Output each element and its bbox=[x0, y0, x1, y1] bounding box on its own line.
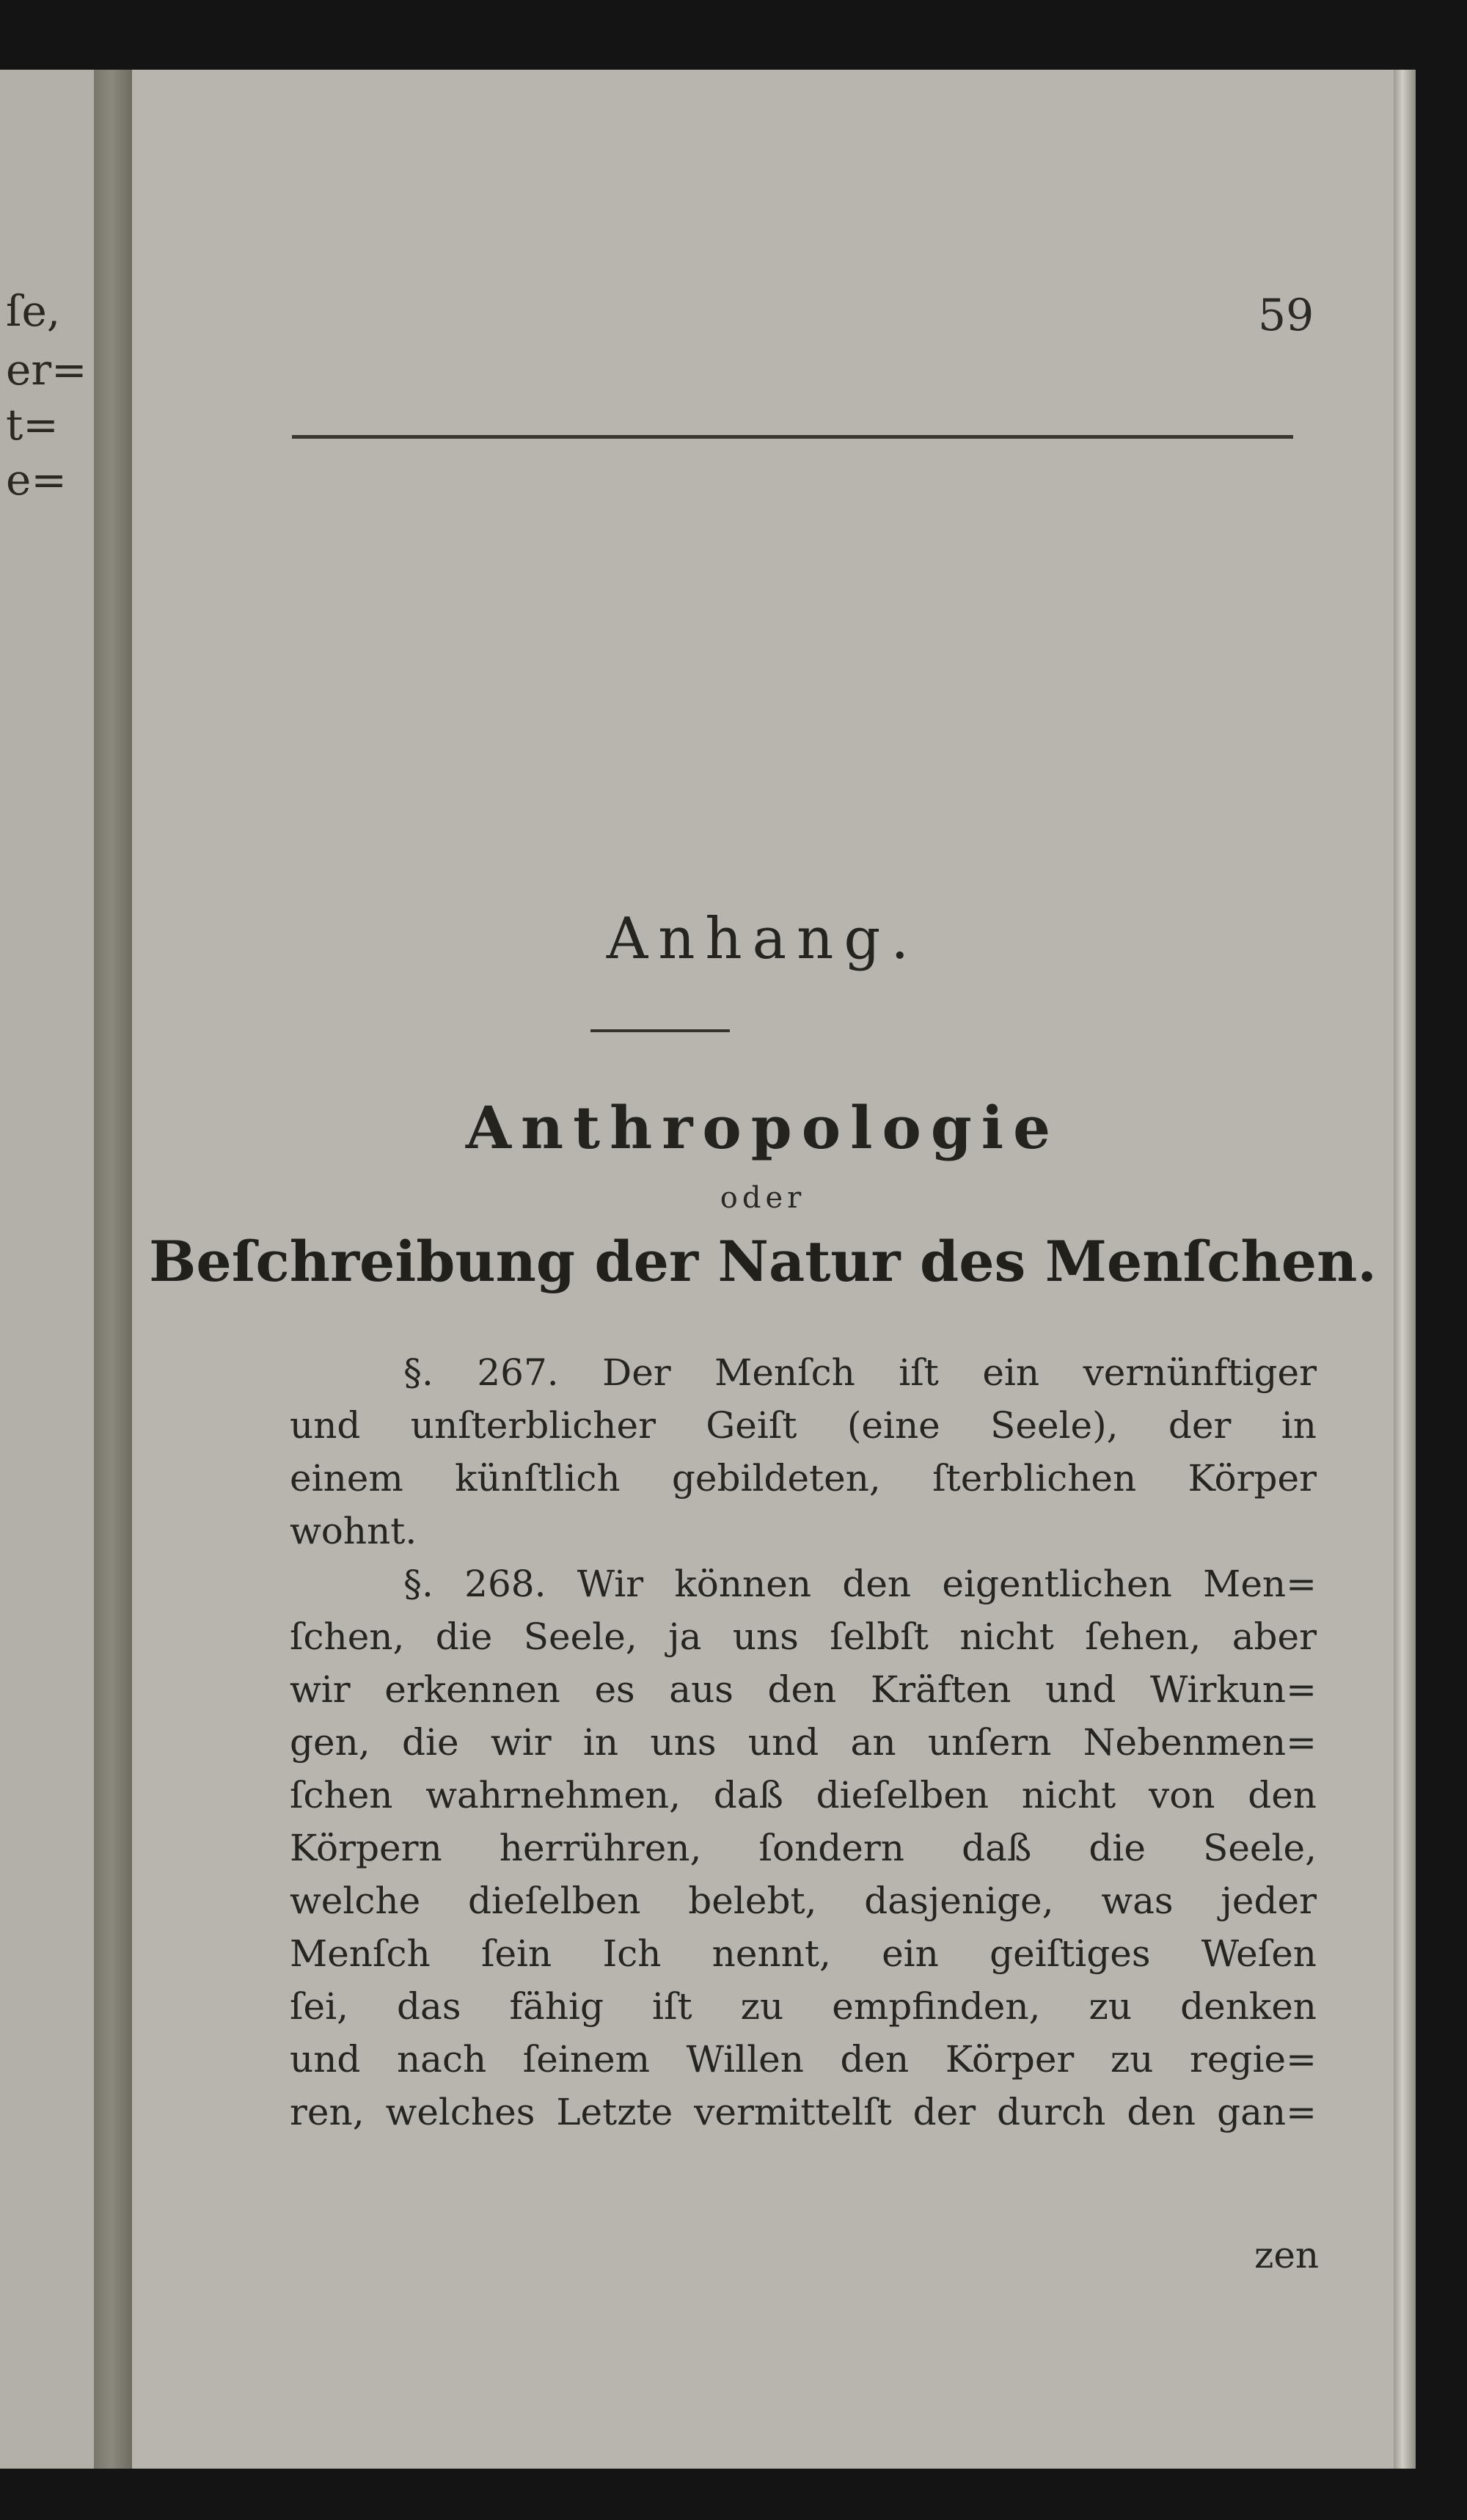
paragraph-267 bbox=[290, 1346, 1317, 1557]
title-connector: oder bbox=[720, 1181, 806, 1215]
text-line: wir erkennen es aus den Kräften und Wirkun= bbox=[290, 1668, 1317, 1711]
section-heading: Anhang. bbox=[606, 906, 920, 972]
text-line: ren, welches Letzte vermittelſt der durch den gan= bbox=[290, 2091, 1317, 2133]
chapter-title: Anthropologie bbox=[465, 1093, 1061, 1162]
text-line: welche dieſelben belebt, dasjenige, was jeder bbox=[290, 1880, 1317, 1922]
text-line: ſchen wahrnehmen, daß dieſelben nicht von den bbox=[290, 1774, 1317, 1816]
text-line: Körpern herrühren, ſondern daß die Seele, bbox=[290, 1827, 1317, 1869]
paragraph-268 bbox=[290, 1557, 1317, 2139]
page-fore-edge bbox=[1394, 70, 1416, 2469]
text-line: ſei, das fähig iſt zu empfinden, zu denken bbox=[290, 1985, 1317, 2028]
margin-fragment: ſe, bbox=[6, 286, 61, 336]
header-rule bbox=[292, 435, 1293, 439]
text-line: §. 267. Der Menſch iſt ein vernünftiger bbox=[403, 1351, 1317, 1394]
text-line: einem künſtlich gebildeten, ſterblichen Körper bbox=[290, 1457, 1317, 1500]
catchword: zen bbox=[1254, 2234, 1320, 2276]
book-gutter bbox=[94, 70, 132, 2469]
text-line: §. 268. Wir können den eigentlichen Men= bbox=[403, 1563, 1317, 1605]
margin-fragment: e= bbox=[6, 455, 67, 505]
margin-fragment: er= bbox=[6, 345, 87, 395]
heading-divider bbox=[590, 1029, 730, 1032]
text-line: gen, die wir in uns und an unſern Nebenmen= bbox=[290, 1721, 1317, 1764]
chapter-subtitle: Beſchreibung der Natur des Menſchen. bbox=[149, 1229, 1377, 1294]
text-line: Menſch ſein Ich nennt, ein geiſtiges Weſen bbox=[290, 1932, 1317, 1975]
text-line: wohnt. bbox=[290, 1510, 417, 1552]
text-line: und nach ſeinem Willen den Körper zu regie= bbox=[290, 2038, 1317, 2081]
page-number: 59 bbox=[1258, 290, 1314, 341]
text-line: und unſterblicher Geiſt (eine Seele), der in bbox=[290, 1404, 1317, 1447]
text-line: ſchen, die Seele, ja uns ſelbſt nicht ſehen, aber bbox=[290, 1615, 1317, 1658]
margin-fragment: t= bbox=[6, 400, 59, 450]
book-page bbox=[132, 70, 1394, 2469]
body-text bbox=[290, 1346, 1317, 2139]
previous-page-edge bbox=[0, 70, 94, 2469]
